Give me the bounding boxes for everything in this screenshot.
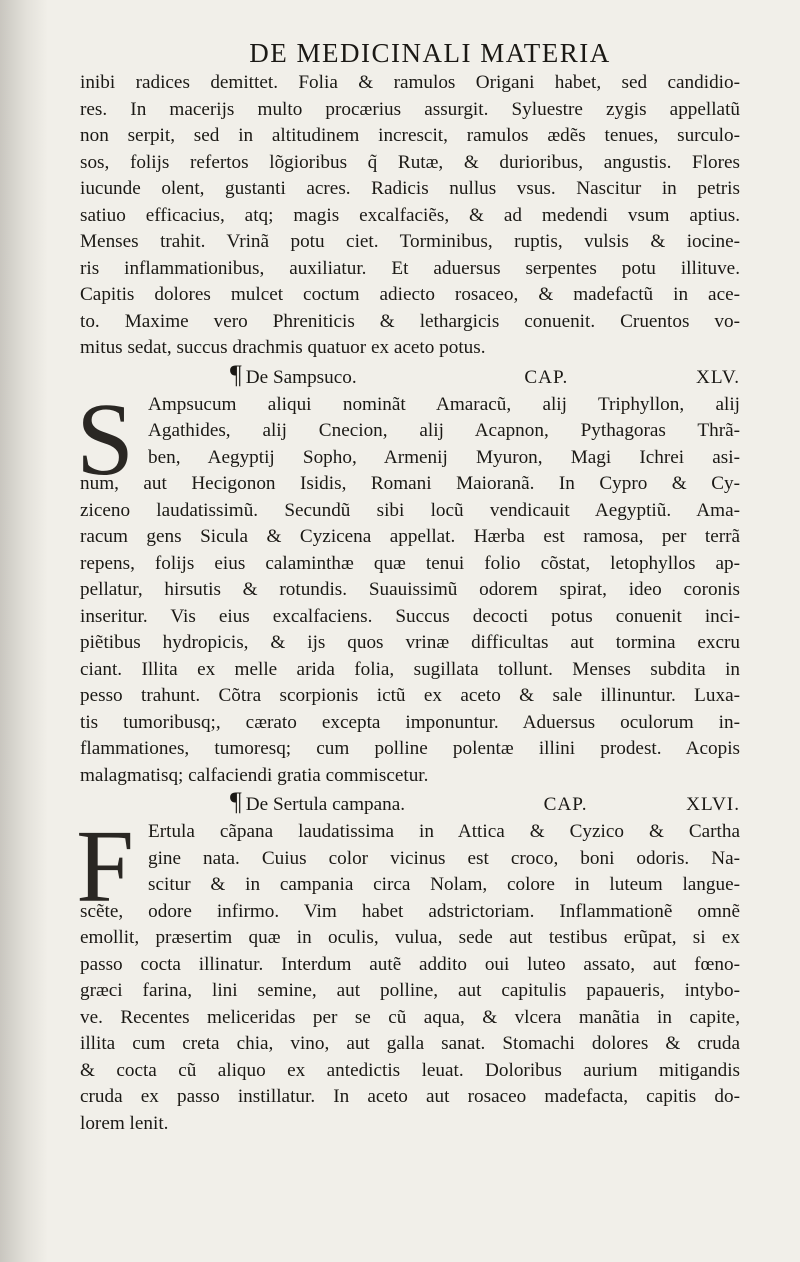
text-line: flammationes, tumoresq; cum polline polentæ illini prodest. Acopis [80,738,740,759]
text-line: Ampsucum aliqui nominãt Amaracũ, alij Triphyllon, alij [148,393,740,415]
text-line: ziceno laudatissimũ. Secundũ sibi locũ vendicauit Aegyptiũ. Ama- [80,499,740,521]
text-line: passo cocta illinatur. Interdum autẽ addito oui luteo assato, aut fœno- [80,953,740,975]
paragraph-sertula-opening [80,819,740,899]
text-line: ve. Recentes meliceridas per se cũ aqua, & vlcera manãtia in capite, [80,1006,740,1028]
text-line: Capitis dolores mulcet coctum adiecto rosaceo, & madefactũ in ace- [80,284,740,305]
text-line: repens, folijs eius calaminthæ quæ tenui folio cõstat, letophyllos ap- [80,552,740,574]
page-gutter-shadow [0,0,48,1262]
chapter-heading-45 [80,359,740,392]
text-line: pellatur, hirsutis & rotundis. Suauissimũ odorem spirat, ideo coronis [80,579,740,600]
text-line: iucunde olent, gustanti acres. Radicis nullus vsus. Nascitur in petris [80,178,740,199]
text-line: ben, Aegyptij Sopho, Armenij Myuron, Magi Ichrei asi- [148,446,740,468]
text-line: pesso trahunt. Cõtra scorpionis ictũ ex aceto & sale illinuntur. Luxa- [80,685,740,706]
chapter-title-45: ¶ De Sampsuco. [230,359,357,389]
text-line: scẽte, odore infirmo. Vim habet adstrictoriam. Inflammationẽ omnẽ [80,900,740,922]
text-line: lorem lenit. [80,1112,169,1134]
text-line: & cocta cũ aliquo ex antedictis leuat. Doloribus aurium mitigandis [80,1059,740,1081]
text-line: emollit, præsertim quæ in oculis, vulua, sede aut testibus erũpat, si ex [80,927,740,948]
chapter-cap-46: CAP. [543,794,588,815]
text-line: inseritur. Vis eius excalfaciens. Succus decocti potus conuenit inci- [80,605,740,627]
text-line: cruda ex passo instillatur. In aceto aut rosaceo madefacta, capitis do- [80,1086,740,1107]
text-line: illita cum creta chia, vino, aut galla sanat. Stomachi dolores & cruda [80,1033,740,1054]
text-line: Ertula cãpana laudatissima in Attica & Cyzico & Cartha [148,821,740,842]
text-line: Agathides, alij Cnecion, alij Acapnon, Pythagoras Thrã- [148,420,740,441]
text-line: tis tumoribusq;, cærato excepta imponuntur. Aduersus oculorum in- [80,711,740,733]
paragraph-sampsucum-opening [80,392,740,472]
running-header: DE MEDICINALI MATERIA [249,38,611,68]
chapter-number-45: XLV. [696,366,740,388]
pilcrow-mark: ¶ [230,787,242,816]
chapter-number-46: XLVI. [686,794,740,815]
text-line: num, aut Hecigonon Isidis, Romani Maioranã. In Cypro & Cy- [80,473,740,494]
chapter-cap-45: CAP. [524,366,569,388]
text-line: res. In macerijs multo procærius assurgit. Syluestre zygis appellatũ [80,98,740,120]
text-line: ris inflammationibus, auxiliatur. Et aduersus serpentes potu illituve. [80,257,740,279]
text-line: piẽtibus hydropicis, & ijs quos vrinæ difficultas aut tormina excru [80,632,740,653]
text-line: græci farina, lini semine, aut polline, aut capitulis papaueris, intybo- [80,980,740,1001]
text-line: malagmatisq; calfaciendi gratia commiscetur. [80,764,429,786]
text-line: gine nata. Cuius color vicinus est croco, boni odoris. Na- [148,847,740,869]
pilcrow-mark: ¶ [230,359,242,389]
text-line: to. Maxime vero Phreniticis & lethargicis conuenit. Cruentos vo- [80,310,740,332]
chapter-heading-46 [80,789,740,819]
text-line: mitus sedat, succus drachmis quatuor ex aceto potus. [80,337,486,358]
text-line: non serpit, sed in altitudinem increscit, ramulos ædẽs tenues, surculo- [80,125,740,146]
text-line: Menses trahit. Vrinã potu ciet. Torminibus, ruptis, vulsis & iocine- [80,231,740,252]
text-line: scitur & in campania circa Nolam, colore in luteum langue- [148,874,740,895]
decorated-initial-f: F [76,809,134,924]
text-line: ciant. Illita ex melle arida folia, sugillata tollunt. Menses subdita in [80,658,740,680]
decorated-initial-s: S [76,381,134,497]
paragraph-sertula [80,899,740,1138]
body-text [76,70,740,1137]
text-line: inibi radices demittet. Folia & ramulos Origani habet, sed candidio- [80,72,740,93]
text-line: satiuo efficacius, atq; magis excalfaciẽs, & ad medendi vsum aptius. [80,204,740,226]
text-line: racum gens Sicula & Cyzicena appellat. Hærba est ramosa, per terrã [80,526,740,547]
text-line: sos, folijs refertos lõgioribus q̃ Rutæ, & durioribus, angustis. Flores [80,151,740,173]
paragraph-origanum [80,70,740,362]
paragraph-sampsucum [80,471,740,789]
chapter-title-46: ¶ De Sertula campana. [230,787,406,816]
